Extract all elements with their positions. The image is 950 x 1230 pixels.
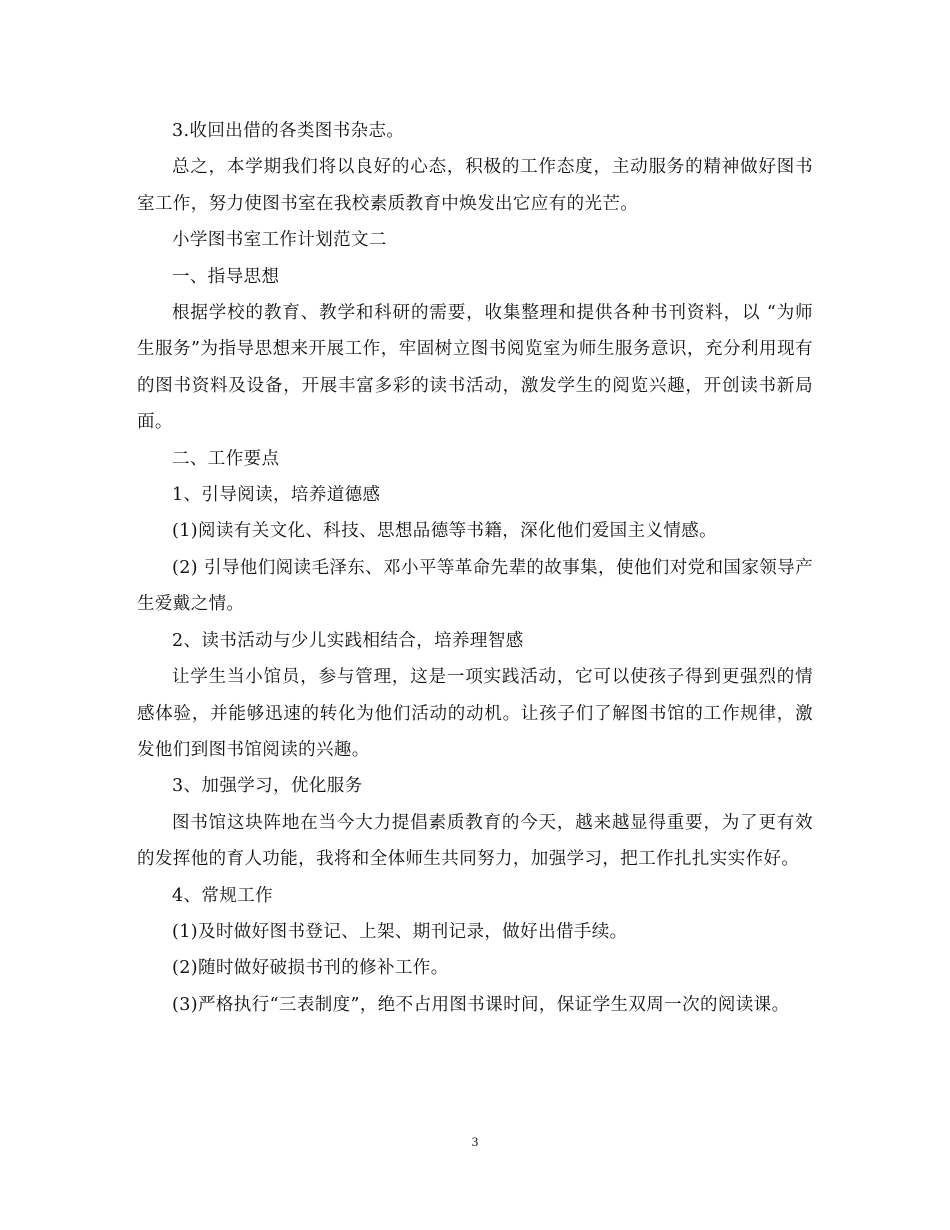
section-title-sample-two: 小学图书室工作计划范文二 bbox=[172, 230, 387, 251]
list-item-read-books: (1)阅读有关文化、科技、思想品德等书籍，深化他们爱国主义情感。 bbox=[172, 521, 718, 542]
list-item-read-stories: (2) 引导他们阅读毛泽东、邓小平等革命先辈的故事集，使他们对党和国家领导产生爱戴之情。 bbox=[137, 557, 813, 615]
paragraph-collect-books: 3.收回出借的各类图书杂志。 bbox=[172, 121, 405, 141]
heading-guiding-thought: 一、指导思想 bbox=[172, 266, 280, 287]
list-item-repair: (2)随时做好破损书刊的修补工作。 bbox=[172, 958, 449, 979]
paragraph-summary: 总之，本学期我们将以良好的心态，积极的工作态度，主动服务的精神做好图书室工作，努力使图书室在我校素质教育中焕发出它应有的光芒。 bbox=[137, 157, 813, 214]
paragraph-guiding-thought: 根据学校的教育、教学和科研的需要，收集整理和提供各种书刊资料，以 “为师生服务”为指导思想来开展工作，牢固树立图书阅览室为师生服务意识，充分利用现有的图书资料及设备，开展丰富多彩的读书活动，激发学生的阅览兴趣，开创读书新局面。 bbox=[137, 303, 813, 433]
page-number: 3 bbox=[471, 1134, 479, 1149]
subheading-strengthen-learning: 3、加强学习，优化服务 bbox=[172, 776, 363, 797]
paragraph-library-role: 图书馆这块阵地在当今大力提倡素质教育的今天，越来越显得重要，为了更有效的发挥他的育人功能，我将和全体师生共同努力，加强学习，把工作扎扎实实作好。 bbox=[137, 812, 813, 870]
heading-work-points: 二、工作要点 bbox=[172, 448, 280, 469]
subheading-routine-work: 4、常规工作 bbox=[172, 885, 274, 906]
subheading-reading-practice: 2、读书活动与少儿实践相结合，培养理智感 bbox=[172, 630, 524, 651]
subheading-guide-reading: 1、引导阅读，培养道德感 bbox=[172, 485, 381, 506]
list-item-three-tables: (3)严格执行“三表制度”，绝不占用图书课时间，保证学生双周一次的阅读课。 bbox=[172, 994, 790, 1015]
list-item-registration: (1)及时做好图书登记、上架、期刊记录，做好出借手续。 bbox=[172, 921, 628, 942]
paragraph-student-librarian: 让学生当小馆员，参与管理，这是一项实践活动，它可以使孩子得到更强烈的情感体验，并能够迅速的转化为他们活动的动机。让孩子们了解图书馆的工作规律，激发他们到图书馆阅读的兴趣。 bbox=[137, 667, 813, 760]
document-body bbox=[137, 113, 813, 1023]
